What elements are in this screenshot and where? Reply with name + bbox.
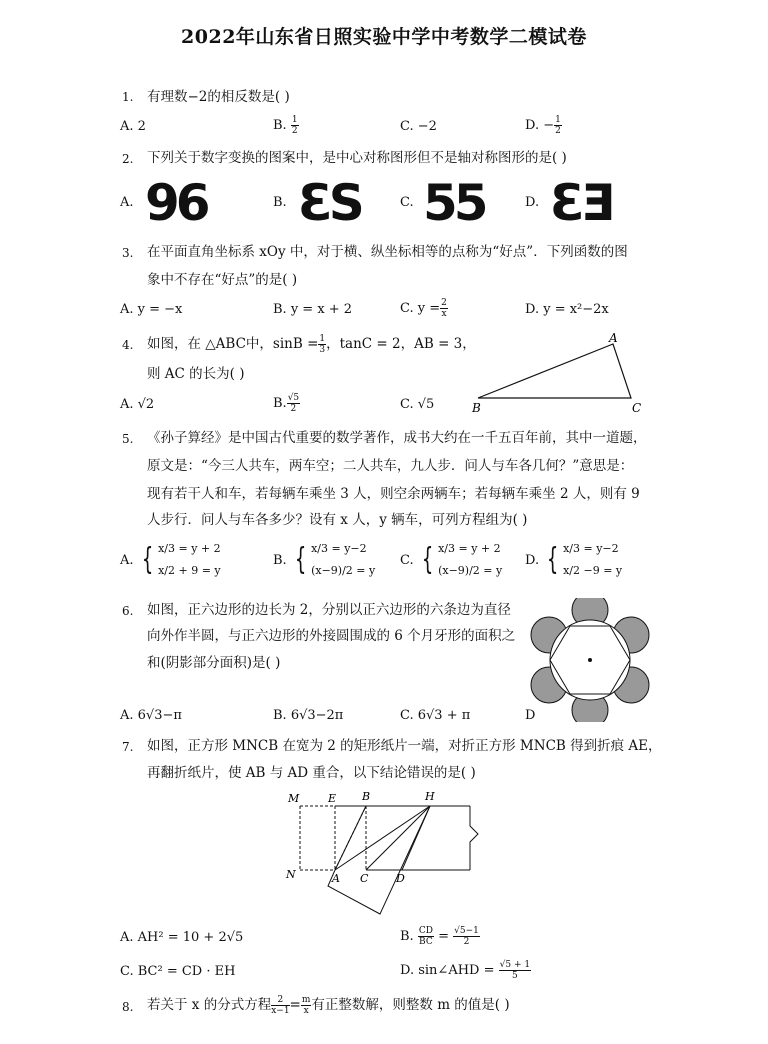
- question-number: 2.: [122, 152, 134, 166]
- option-d: D. y = x²−2x: [525, 302, 609, 317]
- question-text: 有理数−2的相反数是( ): [147, 89, 290, 105]
- glyph-image-d: ƐƎ: [550, 174, 611, 232]
- hexagon-figure: [530, 598, 650, 722]
- option-b: B. $\frac{1}{2}$: [273, 115, 298, 136]
- label-m: M: [288, 792, 300, 805]
- question-number: 3.: [122, 246, 134, 260]
- option-b: B. $\frac{√5}{2}$: [273, 393, 300, 414]
- question-text: 象中不存在“好点”的是( ): [147, 272, 298, 288]
- option-c: C.: [400, 195, 414, 210]
- triangle-figure: [468, 330, 653, 420]
- option-c: C. √5: [400, 397, 435, 412]
- label-e: E: [328, 792, 337, 805]
- question-number: 1.: [122, 90, 134, 104]
- question-text: 若关于 x 的分式方程 $\frac{2}{x-1}$ = $\frac{m}{x}$ 有正整数解，则整数 m 的值是( ): [147, 995, 510, 1016]
- option-a: A.: [120, 553, 134, 568]
- equation-system-d: { x/3 = y−2 x/2 −9 = y: [546, 542, 623, 577]
- option-d: D: [525, 708, 536, 723]
- label-b: B: [472, 401, 481, 415]
- equation-system-b: { x/3 = y−2 (x−9)/2 = y: [294, 542, 376, 577]
- question-text: 向外作半圆，与正六边形的外接圆围成的 6 个月牙形的面积之: [147, 628, 516, 644]
- question-number: 6.: [122, 604, 134, 618]
- option-c: C. −2: [400, 119, 437, 134]
- glyph-image-a: 96: [145, 174, 207, 232]
- option-b: B. $\frac{CD}{BC}$ = $\frac{√5-1}{2}$: [400, 926, 479, 947]
- label-d: D: [396, 872, 405, 885]
- option-c: C. y = $\frac{2}{x}$: [400, 298, 447, 319]
- option-d: D.: [525, 553, 540, 568]
- label-a: A: [332, 872, 340, 885]
- option-a: A. y = −x: [120, 302, 183, 317]
- question-text: 下列关于数字变换的图案中，是中心对称图形但不是轴对称图形的是( ): [147, 150, 567, 166]
- question-text: 和(阴影部分面积)是( ): [147, 655, 281, 671]
- question-text: 原文是：“今三人共车，两车空；二人共车，九人步．问人与车各几何？”意思是：: [147, 458, 634, 474]
- question-text: 在平面直角坐标系 xOy 中，对于横、纵坐标相等的点称为“好点”．下列函数的图: [147, 244, 628, 260]
- option-b: B.: [273, 553, 287, 568]
- label-c: C: [360, 872, 369, 885]
- question-text: 则 AC 的长为( ): [147, 366, 245, 382]
- question-text: 人步行．问人与车各多少？设有 x 人，y 辆车，可列方程组为( ): [147, 512, 528, 528]
- equation-system-a: { x/3 = y + 2 x/2 + 9 = y: [141, 542, 221, 577]
- question-text: 如图，正方形 MNCB 在宽为 2 的矩形纸片一端，对折正方形 MNCB 得到折痕 AE，: [147, 738, 662, 754]
- option-a: A.: [120, 195, 134, 210]
- option-b: B. y = x + 2: [273, 302, 353, 317]
- equation-system-c: { x/3 = y + 2 (x−9)/2 = y: [421, 542, 503, 577]
- option-c: C.: [400, 553, 414, 568]
- option-c: C. BC² = CD · EH: [120, 964, 236, 979]
- option-d: D. − $\frac{1}{2}$: [525, 115, 561, 136]
- option-a: A. √2: [120, 397, 155, 412]
- question-text: 如图，在 △ABC中，sinB = $\frac{1}{3}$ ，tanC = 2，AB = 3，: [147, 334, 476, 355]
- option-b: B.: [273, 195, 287, 210]
- option-a: A. 2: [120, 119, 146, 134]
- page-title: 2022年山东省日照实验中学中考数学二模试卷: [181, 26, 587, 48]
- glyph-image-b: ƐS: [298, 174, 361, 232]
- question-number: 7.: [122, 740, 134, 754]
- label-a: A: [609, 331, 618, 345]
- question-number: 8.: [122, 1000, 134, 1014]
- option-c: C. 6√3 + π: [400, 708, 471, 723]
- label-c: C: [632, 401, 642, 415]
- option-a: A. AH² = 10 + 2√5: [120, 930, 244, 945]
- label-n: N: [286, 868, 296, 881]
- label-h: H: [425, 790, 435, 803]
- question-text: 现有若干人和车，若每辆车乘坐 3 人，则空余两辆车；若每辆车乘坐 2 人，则有 9: [147, 486, 640, 502]
- question-text: 再翻折纸片，使 AB 与 AD 重合，以下结论错误的是( ): [147, 765, 476, 781]
- option-b: B. 6√3−2π: [273, 708, 344, 723]
- fold-figure: [280, 786, 495, 926]
- question-number: 5.: [122, 432, 134, 446]
- option-d: D.: [525, 195, 540, 210]
- question-number: 4.: [122, 338, 134, 352]
- option-d: D. sin∠AHD = $\frac{√5 + 1}{5}$: [400, 960, 531, 981]
- question-text: 如图，正六边形的边长为 2，分别以正六边形的六条边为直径: [147, 602, 511, 618]
- glyph-image-c: 55: [423, 174, 485, 232]
- label-b: B: [362, 790, 371, 803]
- option-a: A. 6√3−π: [120, 708, 182, 723]
- question-text: 《孙子算经》是中国古代重要的数学著作，成书大约在一千五百年前，其中一道题，: [147, 430, 647, 446]
